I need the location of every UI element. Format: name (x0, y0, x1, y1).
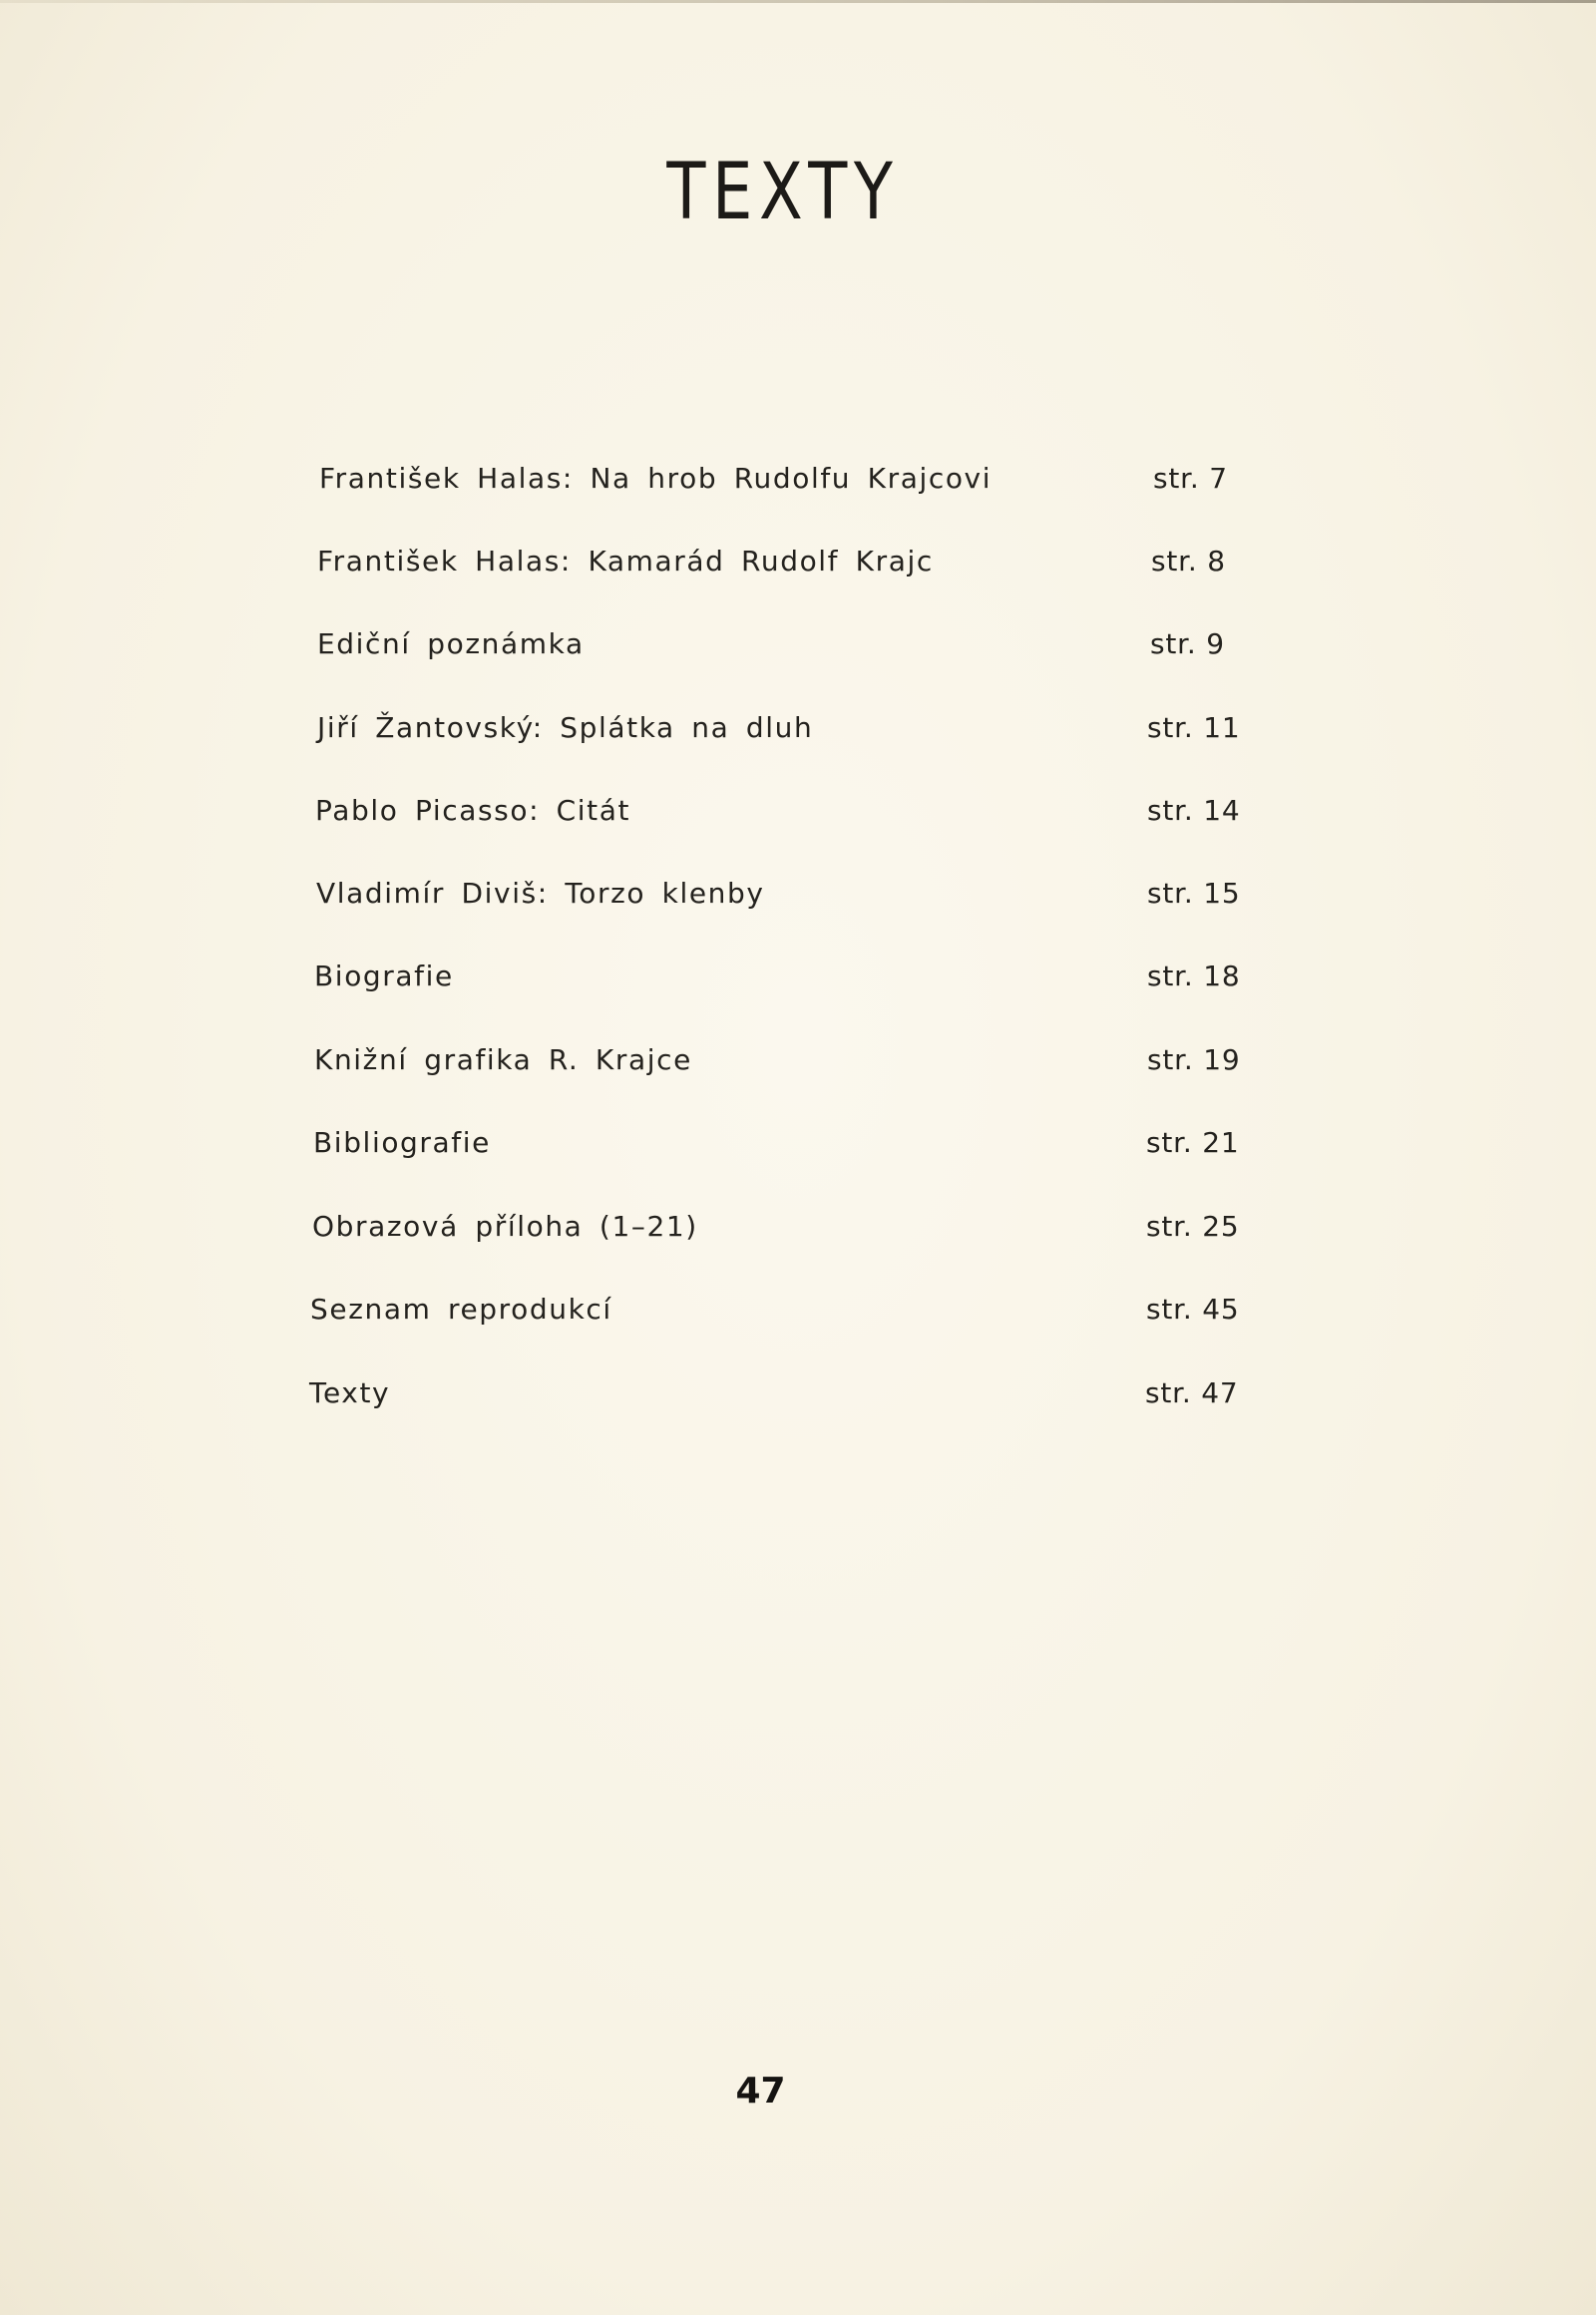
toc-entry (317, 624, 1235, 664)
toc-entry-title: Jiří Žantovský: Splátka na dluh (317, 711, 814, 744)
toc-entry (316, 874, 1241, 914)
toc-entry-page: str. 8 (1151, 545, 1226, 578)
page-heading: TEXTY (666, 148, 900, 237)
toc-entry (312, 1207, 1240, 1247)
toc-entry (317, 708, 1241, 748)
toc-entry (317, 542, 1235, 581)
toc-entry (309, 1373, 1239, 1413)
toc-entry-page: str. 45 (1146, 1293, 1240, 1326)
toc-entry-title: Obrazová příloha (1–21) (312, 1210, 698, 1243)
toc-entry-title: Biografie (314, 960, 454, 992)
toc-entry-title: František Halas: Kamarád Rudolf Krajc (317, 545, 934, 578)
toc-entry-title: Ediční poznámka (317, 627, 585, 660)
toc-entry-title: Knižní grafika R. Krajce (314, 1043, 692, 1076)
toc-entry-title: Texty (309, 1376, 391, 1409)
toc-entry (314, 957, 1241, 996)
page-number: 47 (735, 2071, 786, 2112)
toc-entry-page: str. 25 (1146, 1210, 1240, 1243)
toc-entry (319, 459, 1237, 499)
toc-entry-page: str. 19 (1147, 1043, 1241, 1076)
toc-entry-title: Vladimír Diviš: Torzo klenby (316, 877, 765, 910)
toc-entry (314, 1040, 1241, 1080)
toc-entry-page: str. 14 (1147, 794, 1241, 827)
toc-entry-page: str. 15 (1147, 877, 1241, 910)
toc-entry-page: str. 11 (1147, 711, 1241, 744)
toc-entry-title: Pablo Picasso: Citát (315, 794, 631, 827)
toc-entry-title: František Halas: Na hrob Rudolfu Krajcovi (319, 462, 993, 495)
toc-entry-page: str. 7 (1153, 462, 1228, 495)
toc-entry-page: str. 18 (1147, 960, 1241, 992)
toc-entry (310, 1290, 1240, 1330)
toc-entry-title: Bibliografie (313, 1126, 491, 1159)
toc-entry-page: str. 21 (1146, 1126, 1240, 1159)
toc-entry (313, 1123, 1240, 1163)
toc-entry-title: Seznam reprodukcí (310, 1293, 612, 1326)
toc-entry-page: str. 9 (1150, 627, 1225, 660)
toc-entry-page: str. 47 (1145, 1376, 1239, 1409)
toc-entry (315, 791, 1241, 831)
